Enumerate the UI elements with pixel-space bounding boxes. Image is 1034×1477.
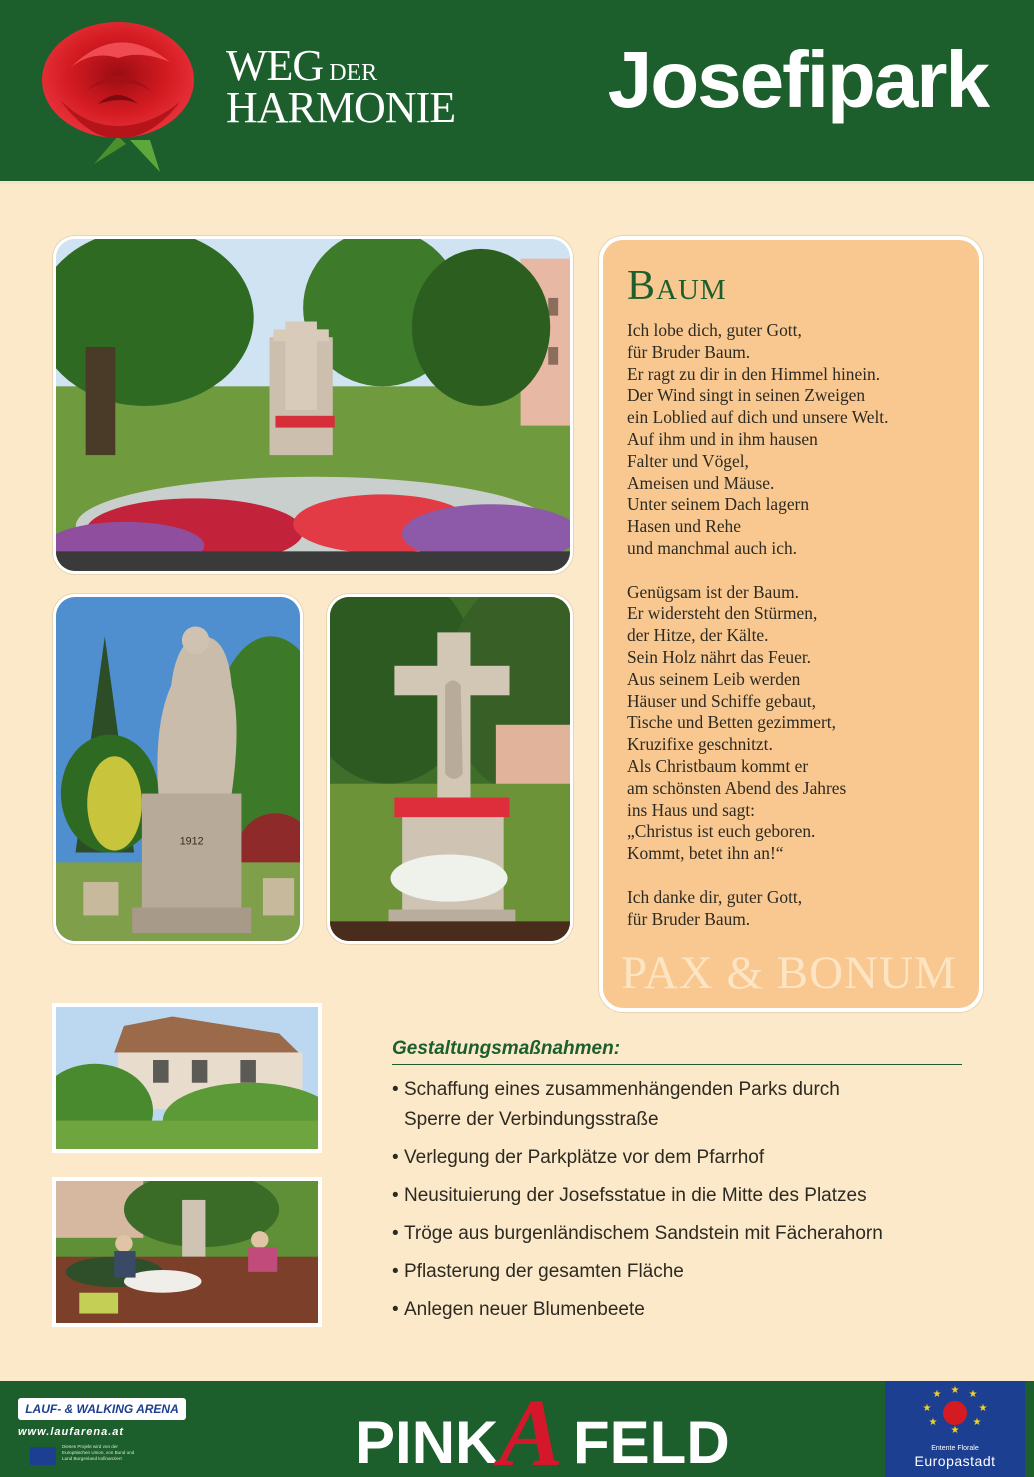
pinkafeld-logo (355, 1393, 735, 1477)
lauf-walking-arena-logo: LAUF- & WALKING ARENA (18, 1398, 186, 1420)
photo-park-crucifix (53, 236, 573, 574)
svg-text:★: ★ (978, 1403, 988, 1414)
svg-text:★: ★ (950, 1385, 960, 1396)
photo-josef-statue (53, 594, 303, 944)
eu-flag-icon (30, 1447, 56, 1465)
svg-text:★: ★ (932, 1389, 942, 1400)
list-item (392, 1075, 962, 1135)
poem-text: Ich lobe dich, guter Gott, für Bruder Baum. Er ragt zu dir in den Himmel hinein. Der Wind singt in seinen Zweigen ein Loblied auf dich und unsere Welt. Auf ihm und in ihm hausen Falter und Vögel, Ameisen und Mäuse. Unter seinem Dach lagern Hasen und Rehe und manchmal auch ich. Genügsam ist der Baum. Er widersteht den Stürmen, der Hitze, der Kälte. Sein Holz nährt das Feuer. Aus seinem Leib werden Häuser und Schiffe gebaut, Tische und Betten gezimmert, Kruzifixe geschnitzt. Als Christbaum kommt er am schönsten Abend des Jahres ins Haus und sagt: „Christus ist euch geboren. Kommt, betet ihn an!“ Ich danke dir, guter Gott, für Bruder Baum. (627, 320, 889, 929)
list-item-text: Tröge aus burgenländischem Sandstein mit Fächerahorn (404, 1223, 883, 1244)
measures-heading: Gestaltungsmaßnahmen: (392, 1038, 962, 1065)
europastadt-badge (885, 1381, 1025, 1477)
rose-logo (30, 10, 210, 180)
list-item-text-continued: Sperre der Verbindungsstraße (404, 1109, 659, 1130)
photo-crucifix-flowers (327, 594, 573, 944)
brand-der: DER (329, 60, 378, 86)
svg-text:★: ★ (928, 1417, 938, 1428)
pax-et-bonum-watermark: PAX & BONUM (621, 947, 957, 999)
list-item (392, 1257, 962, 1287)
list-item-text: Pflasterung der gesamten Fläche (404, 1261, 684, 1282)
photo-planting-flowers (52, 1177, 322, 1327)
list-item-text: Verlegung der Parkplätze vor dem Pfarrhof (404, 1147, 765, 1168)
list-item-text: Anlegen neuer Blumenbeete (404, 1299, 645, 1320)
list-item-text: Neusituierung der Josefsstatue in die Mitte des Platzes (404, 1185, 867, 1206)
laufarena-url: www.laufarena.at (18, 1426, 125, 1438)
svg-text:★: ★ (968, 1389, 978, 1400)
pinkafeld-text-right: FELD (573, 1409, 730, 1476)
entente-florale-label: Entente Florale (931, 1445, 979, 1452)
header-banner (0, 0, 1034, 184)
weg-der-harmonie-title (226, 41, 456, 132)
europastadt-label: Europastadt (914, 1453, 996, 1469)
poem-title: Baum (627, 263, 727, 309)
pinkafeld-text-left: PINK (355, 1409, 499, 1476)
list-item (392, 1219, 962, 1249)
list-item (392, 1181, 962, 1211)
brand-line1: WEG (226, 41, 324, 90)
eu-funding-note: Dieses Projekt wird von der Europäischen Union, von Bund und Land Burgenland kofinanziert (62, 1444, 135, 1461)
svg-text:★: ★ (950, 1425, 960, 1436)
pinkafeld-red-mark: A (498, 1393, 564, 1477)
measures-list (392, 1075, 962, 1325)
measures-section (392, 1038, 962, 1333)
svg-text:★: ★ (922, 1403, 932, 1414)
eu-stars-rose-icon (885, 1381, 1025, 1445)
photo-pfarrhof-renovation (52, 1003, 322, 1153)
page-title: Josefipark (607, 35, 988, 124)
list-item-text: Schaffung eines zusammenhängenden Parks durch (404, 1079, 840, 1100)
statue-plinth-number: 1912 (179, 835, 204, 848)
list-item (392, 1143, 962, 1173)
brand-line2: HARMONIE (226, 83, 456, 132)
list-item (392, 1295, 962, 1325)
svg-text:★: ★ (972, 1417, 982, 1428)
poem-box (599, 236, 983, 1012)
